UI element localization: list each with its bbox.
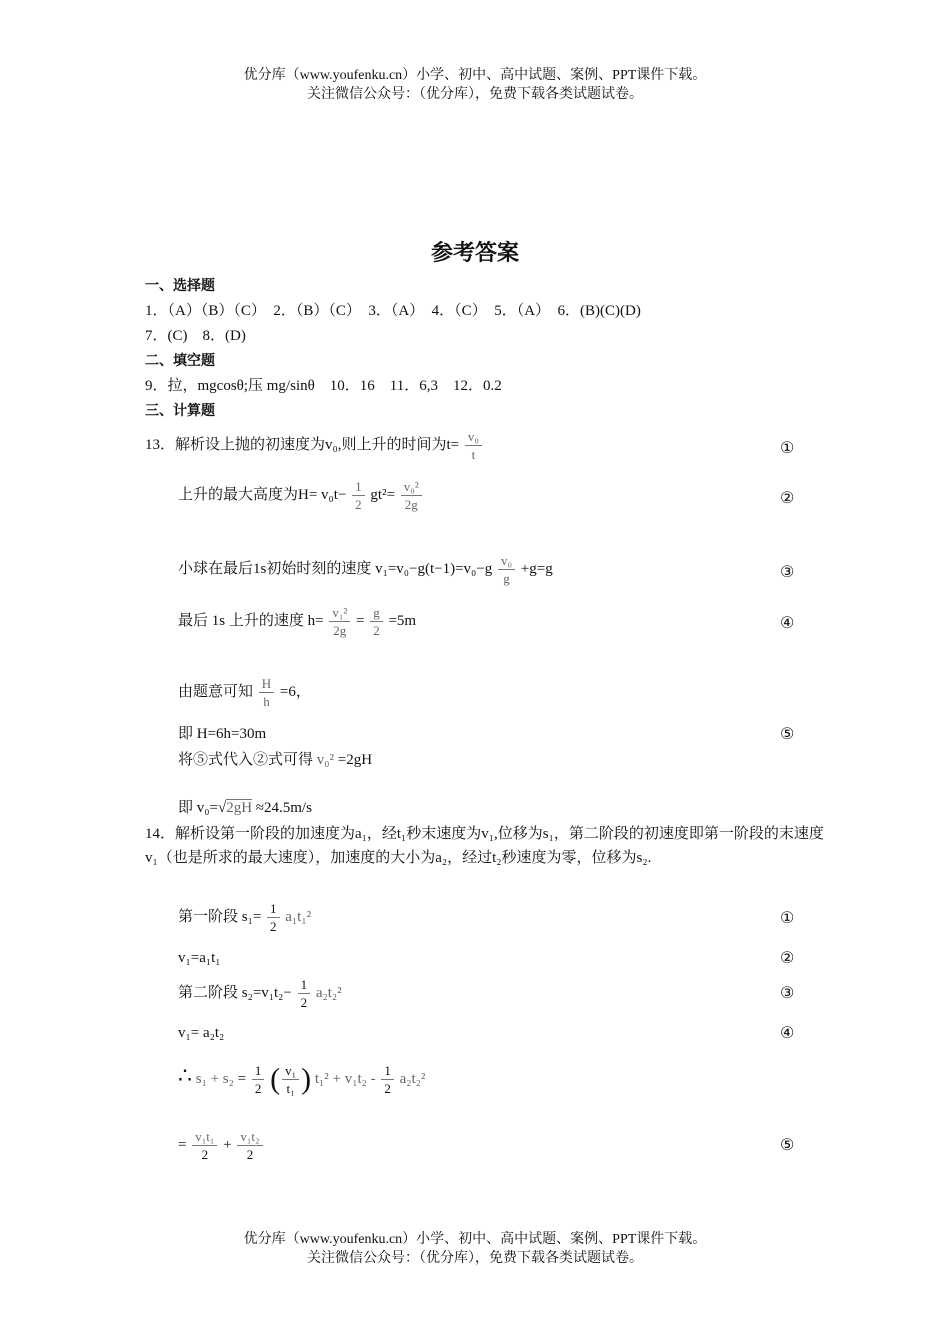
q14-eq-5: ∴ s₁ + s₂ = $\frac{1}{2}$ ( $\frac{\text{v₁}}{\text{t₁}}$ ) t₁² + v₁t₂ - $\frac{1}{2}$ a₂t₂² [178,1062,426,1096]
mark-14-5: ⑤ [780,1137,795,1154]
section-choice: 一、选择题 [145,278,215,294]
q14-eq-6: = $\frac{\text{v₁t₁}}{2}$ + $\frac{\text{v₁t₂}}{2}$ [178,1128,265,1163]
q13-line-6: 即 H=6h=30m [178,726,267,742]
choice-line-2: 7．(C) 8．(D) [145,328,246,344]
header-line-2: 关注微信公众号：（优分库），免费下载各类试题试卷。 [307,87,643,102]
footer-line-1: 优分库（www.youfenku.cn）小学、初中、高中试题、案例、PPT课件下载。 [243,1232,707,1247]
q14-eq-2: v₁=a₁t₁ [178,950,221,966]
mark-13-1: ① [780,440,795,457]
mark-14-2: ② [780,950,795,967]
footer-line-2: 关注微信公众号：（优分库），免费下载各类试题试卷。 [307,1251,643,1266]
q13-line-2: 上升的最大高度为H= v₀t− $\frac{1}{2}$ gt²= $\frac{\text{v₀²}}{2g}$ [178,478,424,513]
header-line-1: 优分库（www.youfenku.cn）小学、初中、高中试题、案例、PPT课件下载。 [243,68,707,83]
mark-13-3: ③ [780,564,795,581]
choice-line-1: 1．（A）（B）（C） 2．（B）（C） 3．（A） 4．（C） 5．（A） 6．(B)(C)(D) [145,303,641,319]
mark-13-5: ⑤ [780,726,795,743]
q13-line-5: 由题意可知 $\frac{H}{h}$ =6， [178,676,311,709]
section-fill: 二、填空题 [145,353,215,369]
q13-line-4: 最后 1s 上升的速度 h= $\frac{\text{v₁²}}{2g}$ = $\frac{g}{2}$ =5m [178,605,417,638]
q13-line-7: 将⑤式代入②式可得 v₀² =2gH [178,752,373,768]
q14-intro: 14．解析设第一阶段的加速度为a₁，经t₁秒末速度为v₁,位移为s₁，第二阶段的初速度即第一阶段的末速度v₁（也是所求的最大速度），加速度的大小为a₂，经过t₂秒速度为零，位移为s₂. [145,826,824,866]
q14-eq-3: 第二阶段 s₂=v₁t₂− $\frac{1}{2}$ a₂t₂² [178,977,342,1010]
section-calc: 三、计算题 [145,403,215,419]
mark-14-4: ④ [780,1025,795,1042]
q14-eq-1: 第一阶段 s₁= $\frac{1}{2}$ a₁t₁² [178,901,312,934]
q13-line-1: 13．解析设上抛的初速度为v₀,则上升的时间为t= $\frac{\text{v₀}}{t}$ [145,428,484,463]
fill-line-1: 9．拉，mgcosθ;压 mg/sinθ 10．16 11．6,3 12．0.2 [145,378,502,394]
q13-line-3: 小球在最后1s初始时刻的速度 v₁=v₀−g(t−1)=v₀−g $\frac{\text{v₀}}{g}$ +g=g [178,553,553,586]
mark-14-1: ① [780,910,795,927]
page-title: 参考答案 [430,241,519,266]
q13-line-8: 即 v₀=√2gH ≈24.5m/s [178,800,312,816]
mark-13-2: ② [780,490,795,507]
mark-14-3: ③ [780,985,795,1002]
mark-13-4: ④ [780,615,795,632]
q14-eq-4: v₁= a₂t₂ [178,1025,225,1041]
